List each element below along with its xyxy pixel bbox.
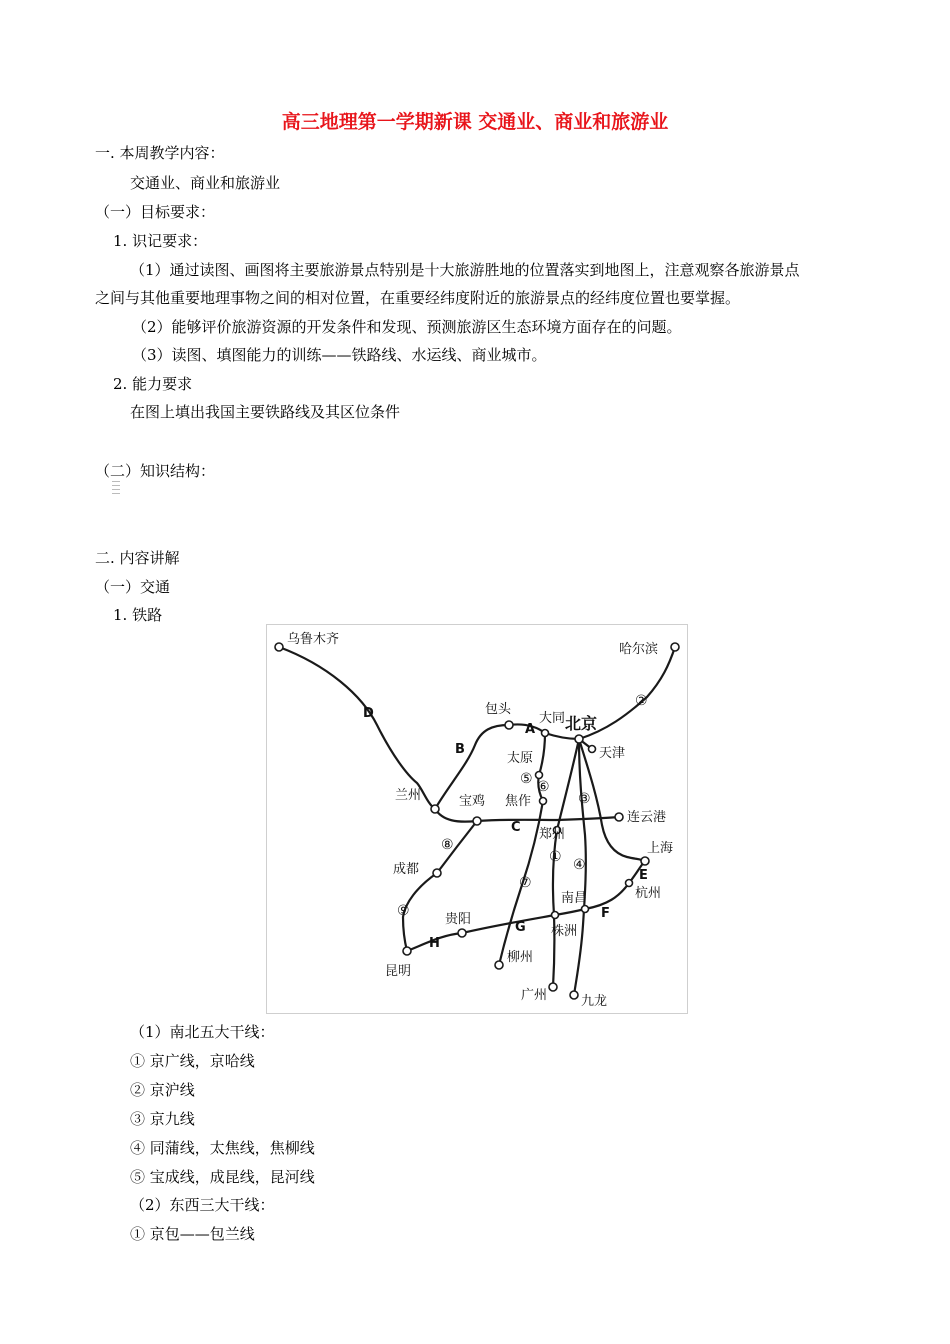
map-number-7: ⑦ bbox=[519, 875, 532, 891]
paragraph-1-line-1: （1）通过读图、画图将主要旅游景点特别是十大旅游胜地的位置落实到地图上，注意观察各旅游景点 bbox=[130, 261, 800, 279]
map-letter-h: H bbox=[429, 936, 440, 951]
ability-text: 在图上填出我国主要铁路线及其区位条件 bbox=[130, 403, 401, 421]
paragraph-3: （3）读图、填图能力的训练——铁路线、水运线、商业城市。 bbox=[132, 346, 547, 364]
ns-trunk-item-5: ⑤ 宝成线，成昆线，昆河线 bbox=[130, 1168, 315, 1186]
map-number-8: ⑧ bbox=[441, 837, 454, 853]
map-letter-c: C bbox=[511, 820, 521, 835]
ns-trunk-item-4: ④ 同蒲线，太焦线，焦柳线 bbox=[130, 1139, 315, 1157]
content-text: 交通业、商业和旅游业 bbox=[130, 174, 281, 192]
paragraph-2: （2）能够评价旅游资源的开发条件和发现、预测旅游区生态环境方面存在的问题。 bbox=[132, 318, 682, 336]
map-label-urumqi: 乌鲁木齐 bbox=[287, 632, 340, 647]
ns-trunk-item-2: ② 京沪线 bbox=[130, 1081, 195, 1099]
map-label-shanghai: 上海 bbox=[647, 841, 674, 856]
map-label-taiyuan: 太原 bbox=[507, 751, 534, 766]
map-label-hangzhou: 杭州 bbox=[635, 886, 662, 901]
map-label-chengdu: 成都 bbox=[393, 862, 420, 877]
page-title: 高三地理第一学期新课 交通业、商业和旅游业 bbox=[281, 111, 669, 133]
ns-trunk-item-1: ① 京广线，京哈线 bbox=[130, 1052, 255, 1070]
traffic-heading: （一）交通 bbox=[95, 578, 171, 596]
map-label-jiaozuo: 焦作 bbox=[505, 794, 532, 809]
map-letter-b: B bbox=[455, 742, 465, 757]
map-letter-f: F bbox=[601, 906, 610, 921]
map-label-baotou: 包头 bbox=[485, 702, 512, 717]
map-number-2: ② bbox=[635, 693, 648, 709]
map-label-zhuzhou: 株洲 bbox=[551, 924, 578, 939]
map-letter-e: E bbox=[639, 868, 648, 883]
embedded-object-placeholder bbox=[112, 478, 124, 508]
ew-trunk-item-1: ① 京包——包兰线 bbox=[130, 1225, 255, 1243]
map-label-zhengzhou: 郑州 bbox=[539, 827, 566, 842]
map-label-tianjin: 天津 bbox=[599, 746, 626, 761]
ns-trunk-heading: （1）南北五大干线： bbox=[130, 1023, 275, 1041]
section-1-heading: 一. 本周教学内容： bbox=[95, 144, 225, 162]
map-label-kunming: 昆明 bbox=[385, 964, 412, 979]
section-2-heading: 二. 内容讲解 bbox=[95, 549, 180, 567]
map-number-6: ⑥ bbox=[537, 779, 550, 795]
railway-map bbox=[266, 624, 688, 1014]
ns-trunk-item-3: ③ 京九线 bbox=[130, 1110, 195, 1128]
map-letter-d: D bbox=[363, 706, 374, 721]
railway-heading: 1. 铁路 bbox=[113, 606, 163, 624]
map-number-1: ① bbox=[549, 849, 562, 865]
map-label-nanchang: 南昌 bbox=[561, 891, 588, 906]
map-number-3: ③ bbox=[578, 791, 591, 807]
map-label-harbin: 哈尔滨 bbox=[619, 642, 659, 657]
ability-heading: 2. 能力要求 bbox=[113, 375, 193, 393]
structure-heading: （二）知识结构： bbox=[95, 462, 216, 480]
memory-heading: 1. 识记要求： bbox=[113, 232, 208, 250]
map-label-lianyungang: 连云港 bbox=[627, 810, 667, 825]
map-label-baoji: 宝鸡 bbox=[459, 794, 486, 809]
map-number-9: ⑨ bbox=[397, 903, 410, 919]
map-letter-g: G bbox=[515, 920, 526, 935]
map-letter-a: A bbox=[525, 722, 536, 737]
map-label-lanzhou: 兰州 bbox=[395, 788, 422, 803]
map-label-guiyang: 贵阳 bbox=[445, 912, 472, 927]
map-label-datong: 大同 bbox=[539, 711, 566, 726]
map-number-4: ④ bbox=[573, 857, 586, 873]
map-label-jiulong: 九龙 bbox=[581, 994, 608, 1009]
map-label-guangzhou: 广州 bbox=[521, 988, 548, 1003]
map-label-liuzhou: 柳州 bbox=[507, 950, 534, 965]
paragraph-1-line-2: 之间与其他重要地理事物之间的相对位置，在重要经纬度附近的旅游景点的经纬度位置也要掌握。 bbox=[95, 289, 741, 307]
ew-trunk-heading: （2）东西三大干线： bbox=[130, 1196, 275, 1214]
map-label-beijing: 北京 bbox=[565, 714, 598, 733]
map-number-5: ⑤ bbox=[520, 771, 533, 787]
goals-heading: （一）目标要求： bbox=[95, 203, 216, 221]
